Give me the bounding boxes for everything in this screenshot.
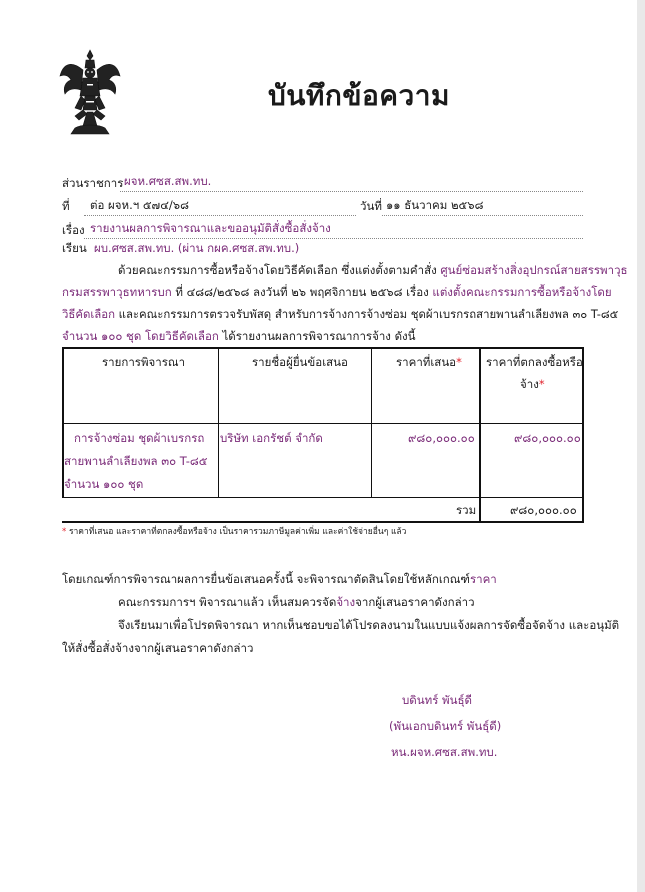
agency-value: ผจห.ศซส.สพ.ทบ. — [124, 174, 212, 188]
para3: คณะกรรมการฯ พิจารณาแล้ว เห็นสมควรจัดจ้างจากผู้เสนอราคาดังกล่าว — [118, 595, 475, 609]
para4-line1: จึงเรียนมาเพื่อโปรดพิจารณา หากเห็นชอบขอได้โปรดลงนามในแบบแจ้งผลการจัดซื้อจัดจ้าง และอนุมัติ — [118, 618, 620, 632]
td-item-line2: สายพานลำเลียงพล ๓๐ T-๘๕ — [64, 454, 208, 468]
table-col-divider-2 — [371, 347, 372, 497]
signature-position: หน.ผจห.ศซส.สพ.ทบ. — [391, 745, 498, 759]
agency-underline — [120, 191, 583, 192]
para1-line4-visible-final — [62, 329, 416, 343]
total-label: รวม — [456, 503, 477, 517]
garuda-emblem-icon — [57, 46, 123, 140]
td-agreed-price: ๙๘๐,๐๐๐.๐๐ — [514, 431, 581, 445]
td-offered-price: ๙๘๐,๐๐๐.๐๐ — [408, 431, 475, 445]
para4-line2: ให้สั่งซื้อสั่งจ้างจากผู้เสนอราคาดังกล่าว — [62, 641, 254, 655]
th-offered: ราคาที่เสนอ* — [396, 355, 462, 369]
td-item-line1: การจ้างซ่อม ชุดผ้าเบรกรถ — [74, 431, 205, 445]
date-label: วันที่ — [360, 199, 382, 213]
th-vendor: รายชื่อผู้ยื่นข้อเสนอ — [252, 355, 348, 369]
table-col-divider-3 — [479, 347, 481, 523]
memo-title: บันทึกข้อความ — [268, 79, 450, 112]
date-underline — [382, 215, 583, 216]
to-label: เรียน — [62, 241, 87, 255]
date-value: ๑๑ ธันวาคม ๒๕๖๘ — [386, 198, 484, 212]
th-agreed-line2: จ้าง* — [520, 377, 545, 391]
table-header-divider — [62, 423, 584, 424]
ref-label: ที่ — [62, 199, 70, 213]
td-vendor: บริษัท เอกรัชต์ จำกัด — [220, 431, 323, 445]
signature-full-name: (พันเอกบดินทร์ พันธุ์ดี) — [389, 719, 502, 733]
signature-name: บดินทร์ พันธุ์ดี — [402, 693, 472, 707]
para1-line1: ด้วยคณะกรรมการซื้อหรือจ้างโดยวิธีคัดเลือก ซึ่งแต่งตั้งตามคำสั่ง ศูนย์ซ่อมสร้างสิ่งอุปกรณ์สายสรรพาวุธ — [118, 263, 628, 277]
para2: โดยเกณฑ์การพิจารณาผลการยื่นข้อเสนอครั้งนี้ จะพิจารณาตัดสินโดยใช้หลักเกณฑ์ราคา — [62, 572, 497, 586]
table-row-divider — [62, 497, 584, 498]
footnote: * ราคาที่เสนอ และราคาที่ตกลงซื้อหรือจ้าง เป็นราคารวมภาษีมูลค่าเพิ่ม และค่าใช้จ่ายอื่นๆ แล้ว — [62, 527, 407, 537]
ref-underline — [84, 215, 356, 216]
para1-line2: กรมสรรพาวุธทหารบก ที่ ๔๘๘/๒๕๖๘ ลงวันที่ ๒๖ พฤศจิกายน ๒๕๖๘ เรื่อง แต่งตั้งคณะกรรมการซื้อหรือจ้างโดย — [62, 285, 612, 299]
agency-label: ส่วนราชการ — [62, 176, 124, 190]
page-right-edge — [637, 0, 645, 892]
to-value: ผบ.ศซส.สพ.ทบ. (ผ่าน กผค.ศซส.สพ.ทบ.) — [94, 241, 300, 255]
table-border-left — [62, 347, 64, 497]
para1-line4-b: ได้รายงานผลการพิจารณาการจ้าง ดังนี้ — [218, 329, 416, 343]
ref-value: ต่อ ผจห.ฯ ๕๗๔/๖๘ — [90, 198, 189, 212]
evaluation-table — [62, 347, 584, 522]
para1-line3: วิธีคัดเลือก และคณะกรรมการตรวจรับพัสดุ สำหรับการจ้างการจ้างซ่อม ชุดผ้าเบรกรถสายพานลำเลียงพล ๓๐ T-๘๕ — [62, 307, 619, 321]
td-item-line3: จำนวน ๑๐๐ ชุด — [64, 477, 144, 491]
para1-line4-a: จำนวน ๑๐๐ ชุด โดยวิธีคัดเลือก — [62, 329, 219, 343]
th-item: รายการพิจารณา — [102, 355, 186, 369]
subject-label: เรื่อง — [62, 223, 85, 237]
subject-underline — [84, 238, 583, 239]
subject-value: รายงานผลการพิจารณาและขออนุมัติสั่งซื้อสั่งจ้าง — [90, 221, 331, 235]
table-col-divider-1 — [218, 347, 219, 497]
table-border-bottom — [62, 521, 584, 523]
th-agreed-line1: ราคาที่ตกลงซื้อหรือ — [486, 355, 583, 369]
table-border-top — [62, 347, 584, 349]
total-value: ๙๘๐,๐๐๐.๐๐ — [510, 503, 577, 517]
